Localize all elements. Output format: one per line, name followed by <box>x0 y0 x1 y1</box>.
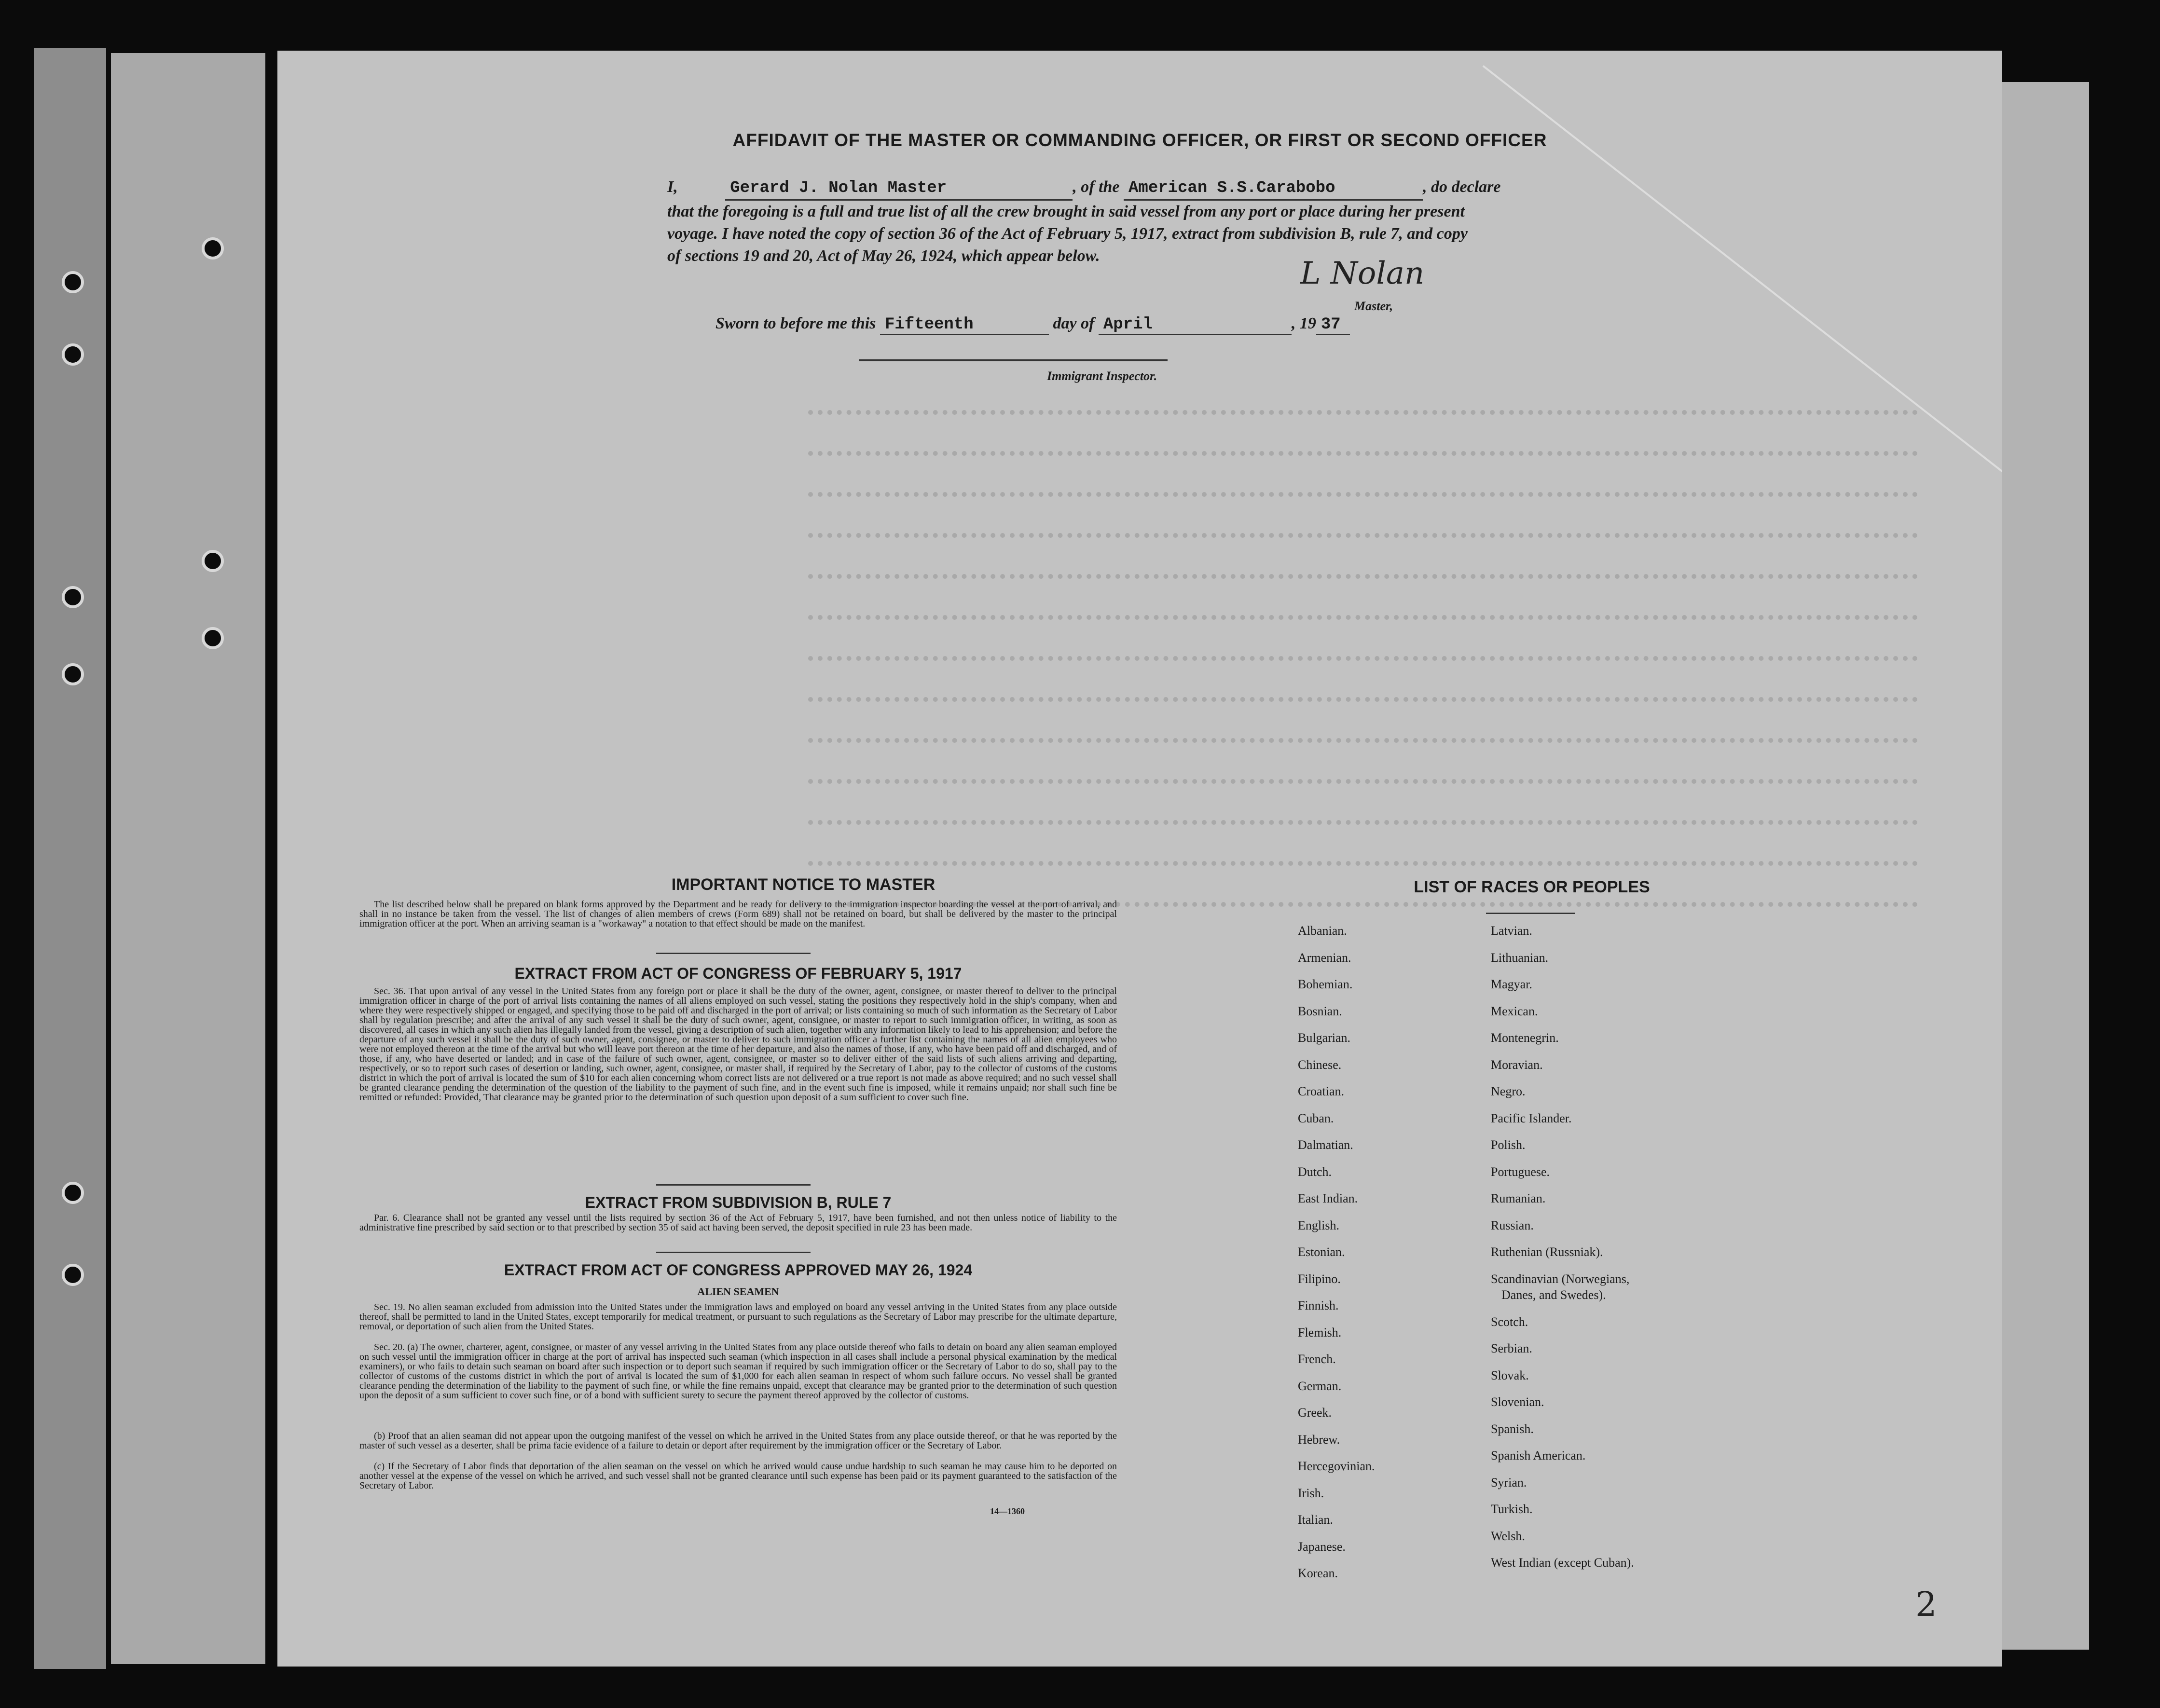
divider <box>656 1252 811 1253</box>
i-label: I, <box>667 178 678 196</box>
binder-hole <box>62 586 84 608</box>
inspector-signature-line <box>859 359 1168 361</box>
race-item: Japanese. <box>1298 1539 1346 1554</box>
binder-hole <box>62 663 84 685</box>
sec19-text: Sec. 19. No alien seaman excluded from admission into the United States under the immigration laws and employed on board any vessel arriving in the United States from any place outside thereof, shall be permitted to land in the United States, except temporarily for medical treatment, or pursuant to such regulations as the Secretary of Labor may prescribe for the ultimate departure, removal, or deportation of such alien from the United States. <box>359 1302 1117 1332</box>
declaration-line-1: that the foregoing is a full and true list of all the crew brought in said vessel from any port or place during her present <box>667 203 1465 220</box>
affidavit-title: AFFIDAVIT OF THE MASTER OR COMMANDING OFFICER, OR FIRST OR SECOND OFFICER <box>732 130 1547 150</box>
race-item: Korean. <box>1298 1566 1338 1580</box>
binder-hole <box>202 627 224 649</box>
race-item: Greek. <box>1298 1406 1332 1420</box>
race-item: German. <box>1298 1379 1342 1393</box>
divider <box>1486 913 1575 914</box>
race-item: Magyar. <box>1491 977 1532 991</box>
race-item: Dalmatian. <box>1298 1138 1353 1152</box>
race-item: Ruthenian (Russniak). <box>1491 1245 1603 1259</box>
race-item: Lithuanian. <box>1491 950 1549 965</box>
master-name-field: Gerard J. Nolan Master <box>725 177 1073 201</box>
race-item: English. <box>1298 1218 1339 1232</box>
bleed-through-crew-list <box>277 51 2002 1667</box>
race-item: Armenian. <box>1298 950 1351 965</box>
race-item: Slovak. <box>1491 1368 1529 1382</box>
race-item: Italian. <box>1298 1513 1333 1527</box>
race-item: Bulgarian. <box>1298 1031 1351 1045</box>
race-item: Hebrew. <box>1298 1432 1340 1447</box>
sworn-year-field: 37 <box>1316 315 1350 335</box>
alien-seamen-subtitle: ALIEN SEAMEN <box>697 1285 779 1298</box>
race-item: Mexican. <box>1491 1004 1538 1018</box>
binder-hole <box>202 550 224 572</box>
race-item: Rumanian. <box>1491 1191 1546 1205</box>
binder-hole <box>62 1264 84 1286</box>
race-item: Bohemian. <box>1298 977 1353 991</box>
divider <box>656 953 811 954</box>
year-prefix: , 19 <box>1291 314 1316 332</box>
race-item: Slovenian. <box>1491 1395 1544 1409</box>
declaration-text <box>667 176 1883 267</box>
race-item: Croatian. <box>1298 1084 1345 1098</box>
form-number: 14—1360 <box>990 1506 1025 1516</box>
races-title: LIST OF RACES OR PEOPLES <box>1414 878 1650 896</box>
master-label: Master, <box>1354 299 1393 313</box>
race-item: Spanish. <box>1491 1421 1534 1436</box>
master-signature: L Nolan <box>1300 256 1425 291</box>
race-item: Hercegovinian. <box>1298 1459 1375 1473</box>
race-item: East Indian. <box>1298 1191 1358 1205</box>
race-item: Irish. <box>1298 1486 1324 1500</box>
binder-hole <box>62 271 84 293</box>
sec20a-text: Sec. 20. (a) The owner, charterer, agent, consignee, or master of any vessel arriving in the United States from any place outside thereof who fails to detain on board any alien seaman employed on such vessel until the immigration officer in charge at the port of arrival has inspected such seaman (which inspection in all cases shall include a personal physical examination by the medical examiners), or who fails to detain such seaman on board after such inspection or to deport such seaman if required by such immigration officer or the Secretary of Labor to do so, shall pay to the collector of customs of the customs district in which the port of arrival is located the sum of $1,000 for each alien seaman in respect of whom such failure occurs. No vessel shall be granted clearance pending the determination of the liability to the payment of such fine, or while the fine remains unpaid, except that clearance may be granted prior to the determination of such question upon the deposit of a sum sufficient to cover such fine, or of a bond with sufficient surety to secure the payment thereof approved by the collector of customs. <box>359 1342 1117 1401</box>
notice-title: IMPORTANT NOTICE TO MASTER <box>671 875 936 894</box>
binder-hole <box>62 343 84 366</box>
notice-text: The list described below shall be prepared on blank forms approved by the Department and be ready for delivery to the immigration inspector boarding the vessel at the port of arrival, and shall in no instance be taken from the vessel. The list of changes of alien members of crews (Form 689) shall not be retained on board, but shall be delivered by the master to the principal immigration officer at the port. When an arriving seaman is a "workaway" a notation to that effect should be made on the manifest. <box>359 899 1117 929</box>
of-the-label: , of the <box>1073 178 1120 196</box>
race-item: Negro. <box>1491 1084 1526 1098</box>
race-item: Portuguese. <box>1491 1164 1550 1179</box>
binder-hole <box>202 237 224 260</box>
races-column-2 <box>1491 917 1634 1576</box>
race-item: Bosnian. <box>1298 1004 1342 1018</box>
race-item: Spanish American. <box>1491 1448 1586 1462</box>
sec20b-text: (b) Proof that an alien seaman did not appear upon the outgoing manifest of the vessel on which he arrived in the United States from any place outside thereof, or that he was reported by the master of such vessel as a deserter, shall be prima facie evidence of a failure to detain or deport after requirement by the immigration officer or the Secretary of Labor. <box>359 1431 1117 1451</box>
race-item: Chinese. <box>1298 1057 1342 1072</box>
divider <box>656 1184 811 1186</box>
race-item: Montenegrin. <box>1491 1031 1559 1045</box>
races-column-1 <box>1298 917 1375 1587</box>
race-item: Turkish. <box>1491 1502 1533 1516</box>
sworn-prefix: Sworn to before me this <box>715 314 876 332</box>
sec20c-text: (c) If the Secretary of Labor finds that deportation of the alien seaman on the vessel on which he arrived would cause undue hardship to such seaman he may cause him to be deported on another vessel at the expense of the vessel on which he arrived, and such vessel shall not be granted clearance until such expense has been paid or its payment guaranteed to the satisfaction of the Secretary of Labor. <box>359 1461 1117 1491</box>
race-item: Moravian. <box>1491 1057 1543 1072</box>
sworn-month-field: April <box>1099 315 1292 335</box>
extract-1924-title: EXTRACT FROM ACT OF CONGRESS APPROVED MAY 26, 1924 <box>504 1261 973 1279</box>
race-item: Russian. <box>1491 1218 1534 1232</box>
day-of-label: day of <box>1053 314 1095 332</box>
race-item: Latvian. <box>1491 924 1532 938</box>
race-item: Pacific Islander. <box>1491 1111 1572 1125</box>
left-page-strip <box>111 53 265 1664</box>
race-item: Welsh. <box>1491 1529 1525 1543</box>
inspector-label: Immigrant Inspector. <box>1047 369 1157 383</box>
race-item: Danes, and Swedes). <box>1501 1288 1606 1302</box>
extract-1917-text: Sec. 36. That upon arrival of any vessel in the United States from any foreign port or place it shall be the duty of the owner, agent, consignee, or master thereof to deliver to the principal immigration officer in charge of the port of arrival lists containing the names of all aliens employed on such vessel, stating the positions they respectively hold in the ship's company, when and where they were respectively shipped or engaged, and specifying those to be paid off and discharged in the port of arrival; or lists containing so much of such information as the Secretary of Labor shall by regulation prescribe; and after the arrival of any such vessel it shall be the duty of such owner, agent, consignee, or master to report to such immigration officer, in writing, as soon as discovered, all cases in which any such alien has illegally landed from the vessel, giving a description of such alien, together with any information likely to lead to his apprehension; and before the departure of any such vessel it shall be the duty of such owner, agent, consignee, or master to deliver to such immigration officer a further list containing the names of all alien employees who were not employed thereon at the time of the arrival but who will leave port thereon at the time of her departure, and also the names of those, if any, who have been paid off and discharged, and of those, if any, who have deserted or landed; and in case of the failure of such owner, agent, consignee, or master so to deliver either of the said lists of such aliens arriving and departing, respectively, or so to report such cases of desertion or landing, such owner, agent, consignee, or master shall, if required by the Secretary of Labor, pay to the collector of customs of the customs district in which the port of arrival is located the sum of $10 for each alien concerning whom correct lists are not delivered or a true report is not made as above required; and no such vessel shall be granted clearance pending the determination of the question of the liability to the payment of such fine, and in the event such fine is imposed, while it remains unpaid; nor shall such fine be remitted or refunded: Provided, That clearance may be granted prior to the determination of such question upon deposit of a sum sufficient to cover such fine. <box>359 986 1117 1103</box>
race-item: Dutch. <box>1298 1164 1332 1179</box>
sworn-line <box>715 314 1350 335</box>
race-item: Scotch. <box>1491 1314 1528 1329</box>
sworn-day-field: Fifteenth <box>880 315 1049 335</box>
race-item: Albanian. <box>1298 924 1347 938</box>
race-item: Estonian. <box>1298 1245 1345 1259</box>
race-item: West Indian (except Cuban). <box>1491 1556 1634 1570</box>
race-item: Cuban. <box>1298 1111 1334 1125</box>
race-item: Scandinavian (Norwegians, <box>1491 1271 1630 1286</box>
declaration-line-3: of sections 19 and 20, Act of May 26, 1924, which appear below. <box>667 247 1100 265</box>
race-item: Filipino. <box>1298 1271 1341 1286</box>
page-mark: 2 <box>1915 1585 1937 1624</box>
vessel-name-field: American S.S.Carabobo <box>1124 177 1423 201</box>
race-item: Syrian. <box>1491 1475 1527 1489</box>
do-declare-label: , do declare <box>1423 178 1501 196</box>
extract-rule7-title: EXTRACT FROM SUBDIVISION B, RULE 7 <box>585 1194 892 1211</box>
declaration-line-2: voyage. I have noted the copy of section 36 of the Act of February 5, 1917, extract from subdivision B, rule 7, and copy <box>667 225 1468 243</box>
race-item: Polish. <box>1491 1138 1526 1152</box>
race-item: French. <box>1298 1352 1336 1366</box>
binder-hole <box>62 1182 84 1204</box>
extract-rule7-text: Par. 6. Clearance shall not be granted any vessel until the lists required by section 36 of the Act of February 5, 1917, have been furnished, and not then unless notice of liability to the administrative fine prescribed by said section or to that prescribed by section 35 of said act having been served, the deposit specified in rule 23 has been made. <box>359 1213 1117 1233</box>
affidavit-page <box>277 51 2002 1667</box>
extract-1917-title: EXTRACT FROM ACT OF CONGRESS OF FEBRUARY 5, 1917 <box>514 965 962 982</box>
race-item: Serbian. <box>1491 1341 1532 1355</box>
race-item: Finnish. <box>1298 1298 1339 1312</box>
race-item: Flemish. <box>1298 1325 1342 1339</box>
